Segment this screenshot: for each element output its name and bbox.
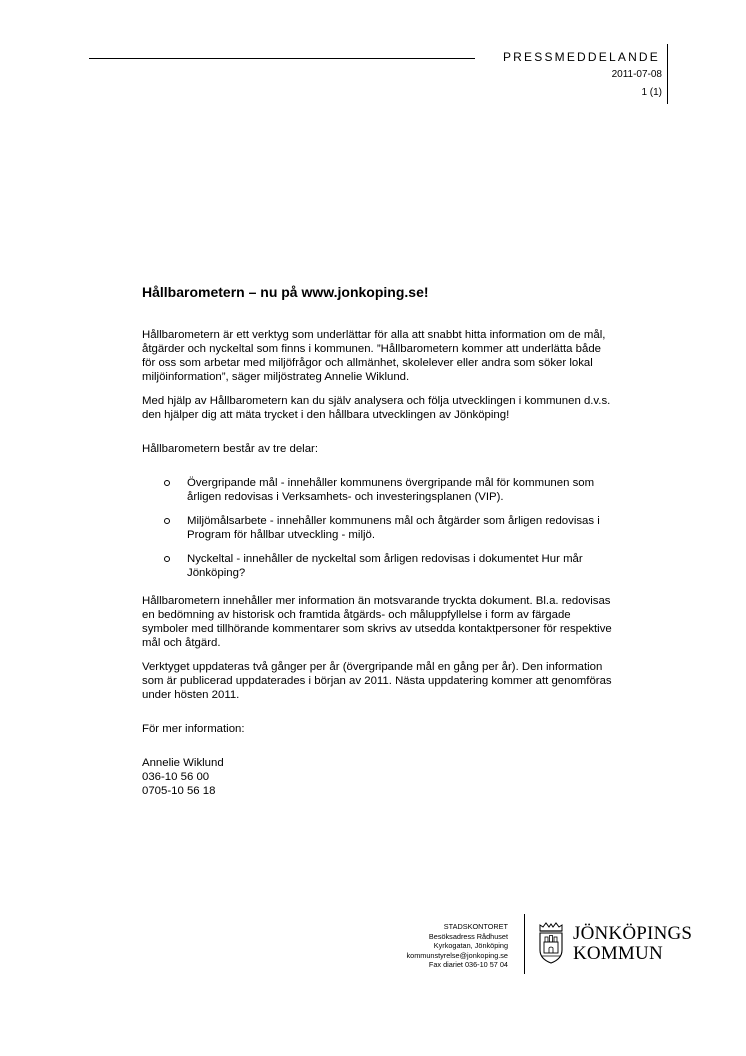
article-body <box>142 283 612 798</box>
wordmark-line-1: JÖNKÖPINGS <box>573 923 693 944</box>
footer-office: STADSKONTORET <box>443 922 508 931</box>
paragraph-3: Hållbarometern består av tre delar: <box>142 443 319 455</box>
circle-bullet-icon <box>164 556 170 562</box>
footer-address <box>406 922 508 970</box>
intro-paragraph: Hållbarometern är ett verktyg som underlättar för alla att snabbt hitta information om de mål, åtgärder och nyckeltal som finns i kommunen. ”Hållbarometern kommer att underlätta både för oss som arbetar med miljöfrågor och allmänhet, skolelever eller andra som söker lokal miljöinformation”, säger miljöstrateg Annelie Wiklund. <box>142 329 606 383</box>
list-item-text: Nyckeltal - innehåller de nyckeltal som årligen redovisas i dokumentet Hur mår Jönköping? <box>187 553 583 579</box>
list-item-text: Övergripande mål - innehåller kommunens övergripande mål för kommunen som årligen redovisas i Verksamhets- och investeringsplanen (VIP). <box>187 477 595 503</box>
article-title: Hållbarometern – nu på www.jonkoping.se! <box>142 284 429 300</box>
contact-section <box>142 722 612 798</box>
contact-mobile: 0705-10 56 18 <box>142 785 216 797</box>
circle-bullet-icon <box>164 480 170 486</box>
footer-email: kommunstyrelse@jonkoping.se <box>406 950 508 960</box>
coat-of-arms-icon <box>538 922 564 964</box>
list-item <box>142 514 612 542</box>
document-date: 2011-07-08 <box>611 69 662 80</box>
paragraph-2: Med hjälp av Hållbarometern kan du själv analysera och följa utvecklingen i kommunen d.v.s. den hjälper dig att mäta trycket i den hållbara utvecklingen av Jönköping! <box>142 395 611 421</box>
more-info-label: För mer information: <box>142 723 245 735</box>
paragraph-4: Hållbarometern innehåller mer information än motsvarande tryckta dokument. Bl.a. redovisas en bedömning av historisk och framtida åtgärds- och måluppfyllelse i form av färgade symboler med tillhörande kommentarer som skrivs av utsedda kontaktpersoner för respektive mål och åtgärd. <box>142 595 612 649</box>
header-rule <box>89 58 475 59</box>
header-divider <box>667 44 668 104</box>
list-item-text: Miljömålsarbete - innehåller kommunens mål och åtgärder som årligen redovisas i Program för hållbar utveckling - miljö. <box>187 515 600 541</box>
footer-fax: Fax diariet 036-10 57 04 <box>428 960 508 969</box>
paragraph-5: Verktyget uppdateras två gånger per år (övergripande mål en gång per år). Den information som är publicerad uppdaterades i början av 2011. Nästa uppdatering kommer att genomföras under hösten 2011. <box>142 661 612 701</box>
document-type: PRESSMEDDELANDE <box>502 50 660 64</box>
footer-street: Kyrkogatan, Jönköping <box>433 941 508 950</box>
list-item <box>142 552 612 580</box>
footer-divider <box>524 914 525 974</box>
municipality-wordmark <box>573 924 692 964</box>
footer-visiting-address: Besöksadress Rådhuset <box>428 931 508 941</box>
page-count: 1 (1) <box>641 87 662 98</box>
wordmark-line-2: KOMMUN <box>573 943 663 964</box>
contact-name: Annelie Wiklund <box>142 757 224 769</box>
circle-bullet-icon <box>164 518 170 524</box>
list-item <box>142 476 612 504</box>
component-list <box>142 476 612 580</box>
contact-phone: 036-10 56 00 <box>142 771 210 783</box>
